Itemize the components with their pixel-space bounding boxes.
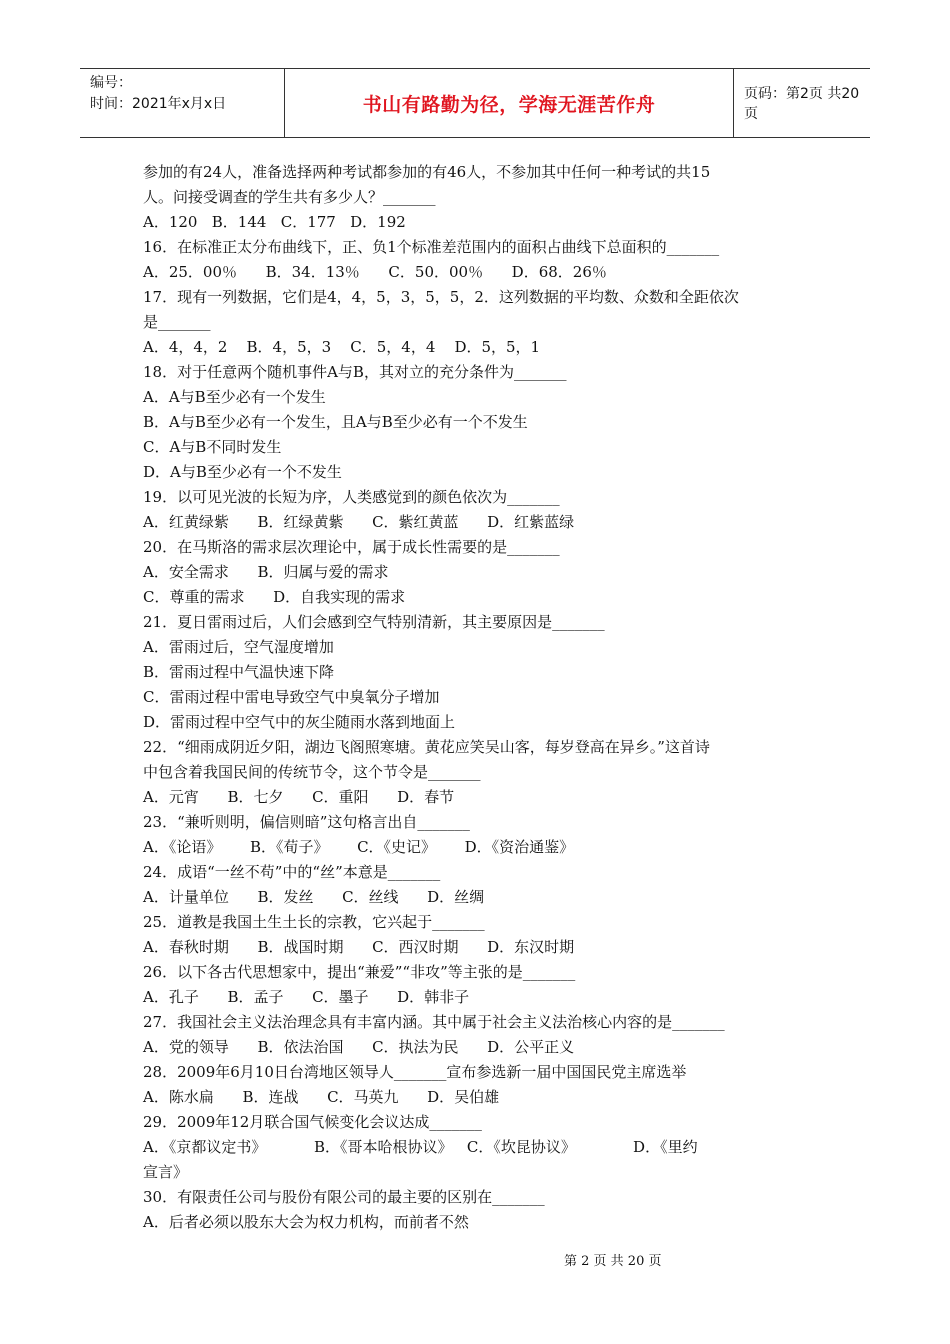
- text-line: A．雷雨过后，空气湿度增加: [143, 638, 334, 656]
- text-line: D．雷雨过程中空气中的灰尘随雨水落到地面上: [143, 713, 456, 731]
- text-line: C．A与B不同时发生: [143, 438, 282, 456]
- text-line: A．25．00％ B．34．13％ C．50．00％ D．68．26％: [143, 263, 607, 281]
- text-line: 22．“细雨成阴近夕阳，湖边飞阁照寒塘。黄花应笑吴山客，每岁登高在异乡。”这首诗: [143, 738, 710, 756]
- motto: 书山有路勤为径，学海无涯苦作舟: [362, 93, 656, 116]
- header-meta: [80, 69, 284, 137]
- text-line: A．党的领导 B．依法治国 C．执法为民 D．公平正义: [143, 1038, 575, 1056]
- text-line: D．A与B至少必有一个不发生: [143, 463, 342, 481]
- text-line: 中包含着我国民间的传统节令，这个节令是_______: [143, 763, 481, 781]
- serial-label: 编号：: [90, 75, 132, 91]
- text-line: A．《论语》 B．《荀子》 C．《史记》 D．《资治通鉴》: [143, 838, 575, 856]
- text-line: A．后者必须以股东大会为权力机构，而前者不然: [143, 1213, 469, 1231]
- text-line: A．陈水扁 B．连战 C．马英九 D．吴伯雄: [143, 1088, 500, 1106]
- text-line: 是_______: [143, 313, 211, 331]
- page-footer: 第 2 页 共 20 页: [564, 1254, 662, 1269]
- text-line: A．红黄绿紫 B．红绿黄紫 C．紫红黄蓝 D．红紫蓝绿: [143, 513, 575, 531]
- text-line: 18．对于任意两个随机事件A与B，其对立的充分条件为_______: [143, 363, 567, 381]
- text-line: 19．以可见光波的长短为序，人类感觉到的颜色依次为_______: [143, 488, 560, 506]
- text-line: A．元宵 B．七夕 C．重阳 D．春节: [143, 788, 455, 806]
- text-line: 17．现有一列数据，它们是4，4，5，3，5，5，2．这列数据的平均数、众数和全距依次: [143, 288, 739, 306]
- text-line: 24．成语“一丝不苟”中的“丝”本意是_______: [143, 863, 441, 881]
- text-line: A．安全需求 B．归属与爱的需求: [143, 563, 389, 581]
- text-line: 人。问接受调查的学生共有多少人？_______: [143, 188, 436, 206]
- text-line: 29．2009年12月联合国气候变化会议达成_______: [143, 1113, 482, 1131]
- text-line: C．尊重的需求 D．自我实现的需求: [143, 588, 406, 606]
- text-line: A．春秋时期 B．战国时期 C．西汉时期 D．东汉时期: [143, 938, 575, 956]
- text-line: 28．2009年6月10日台湾地区领导人_______宣布参选新一届中国国民党主席选举: [143, 1063, 687, 1081]
- date-line: 时间：2021年x月x日: [90, 96, 227, 112]
- text-line: 27．我国社会主义法治理念具有丰富内涵。其中属于社会主义法治核心内容的是_______: [143, 1013, 725, 1031]
- text-line: 21．夏日雷雨过后，人们会感到空气特别清新，其主要原因是_______: [143, 613, 605, 631]
- text-line: B．A与B至少必有一个发生，且A与B至少必有一个不发生: [143, 413, 528, 431]
- page-header: [80, 68, 870, 138]
- text-line: 参加的有24人，准备选择两种考试都参加的有46人，不参加其中任何一种考试的共15: [143, 163, 711, 181]
- text-line: 30．有限责任公司与股份有限公司的最主要的区别在_______: [143, 1188, 545, 1206]
- text-line: 16．在标准正太分布曲线下，正、负1个标准差范围内的面积占曲线下总面积的_______: [143, 238, 720, 256]
- text-line: A．计量单位 B．发丝 C．丝线 D．丝绸: [143, 888, 485, 906]
- text-line: 26．以下各古代思想家中，提出“兼爱”“非攻”等主张的是_______: [143, 963, 576, 981]
- text-line: 宣言》: [143, 1163, 189, 1181]
- text-line: 25．道教是我国土生土长的宗教，它兴起于_______: [143, 913, 485, 931]
- text-line: A．120 B．144 C．177 D．192: [143, 213, 406, 231]
- document-body: [143, 160, 823, 1235]
- text-line: B．雷雨过程中气温快速下降: [143, 663, 335, 681]
- text-line: C．雷雨过程中雷电导致空气中臭氧分子增加: [143, 688, 440, 706]
- text-line: A．孔子 B．孟子 C．墨子 D．韩非子: [143, 988, 470, 1006]
- text-line: A．4，4，2 B．4，5，3 C．5，4，4 D．5，5，1: [143, 338, 541, 356]
- text-line: A．《京都议定书》 B．《哥本哈根协议》 C．《坎昆协议》 D．《里约: [143, 1138, 698, 1156]
- text-line: A．A与B至少必有一个发生: [143, 388, 326, 406]
- text-line: 20．在马斯洛的需求层次理论中，属于成长性需要的是_______: [143, 538, 560, 556]
- text-line: 23．“兼听则明，偏信则暗”这句格言出自_______: [143, 813, 470, 831]
- header-motto-cell: [284, 69, 734, 137]
- header-page-info: 页码：第2页 共20页: [744, 86, 860, 122]
